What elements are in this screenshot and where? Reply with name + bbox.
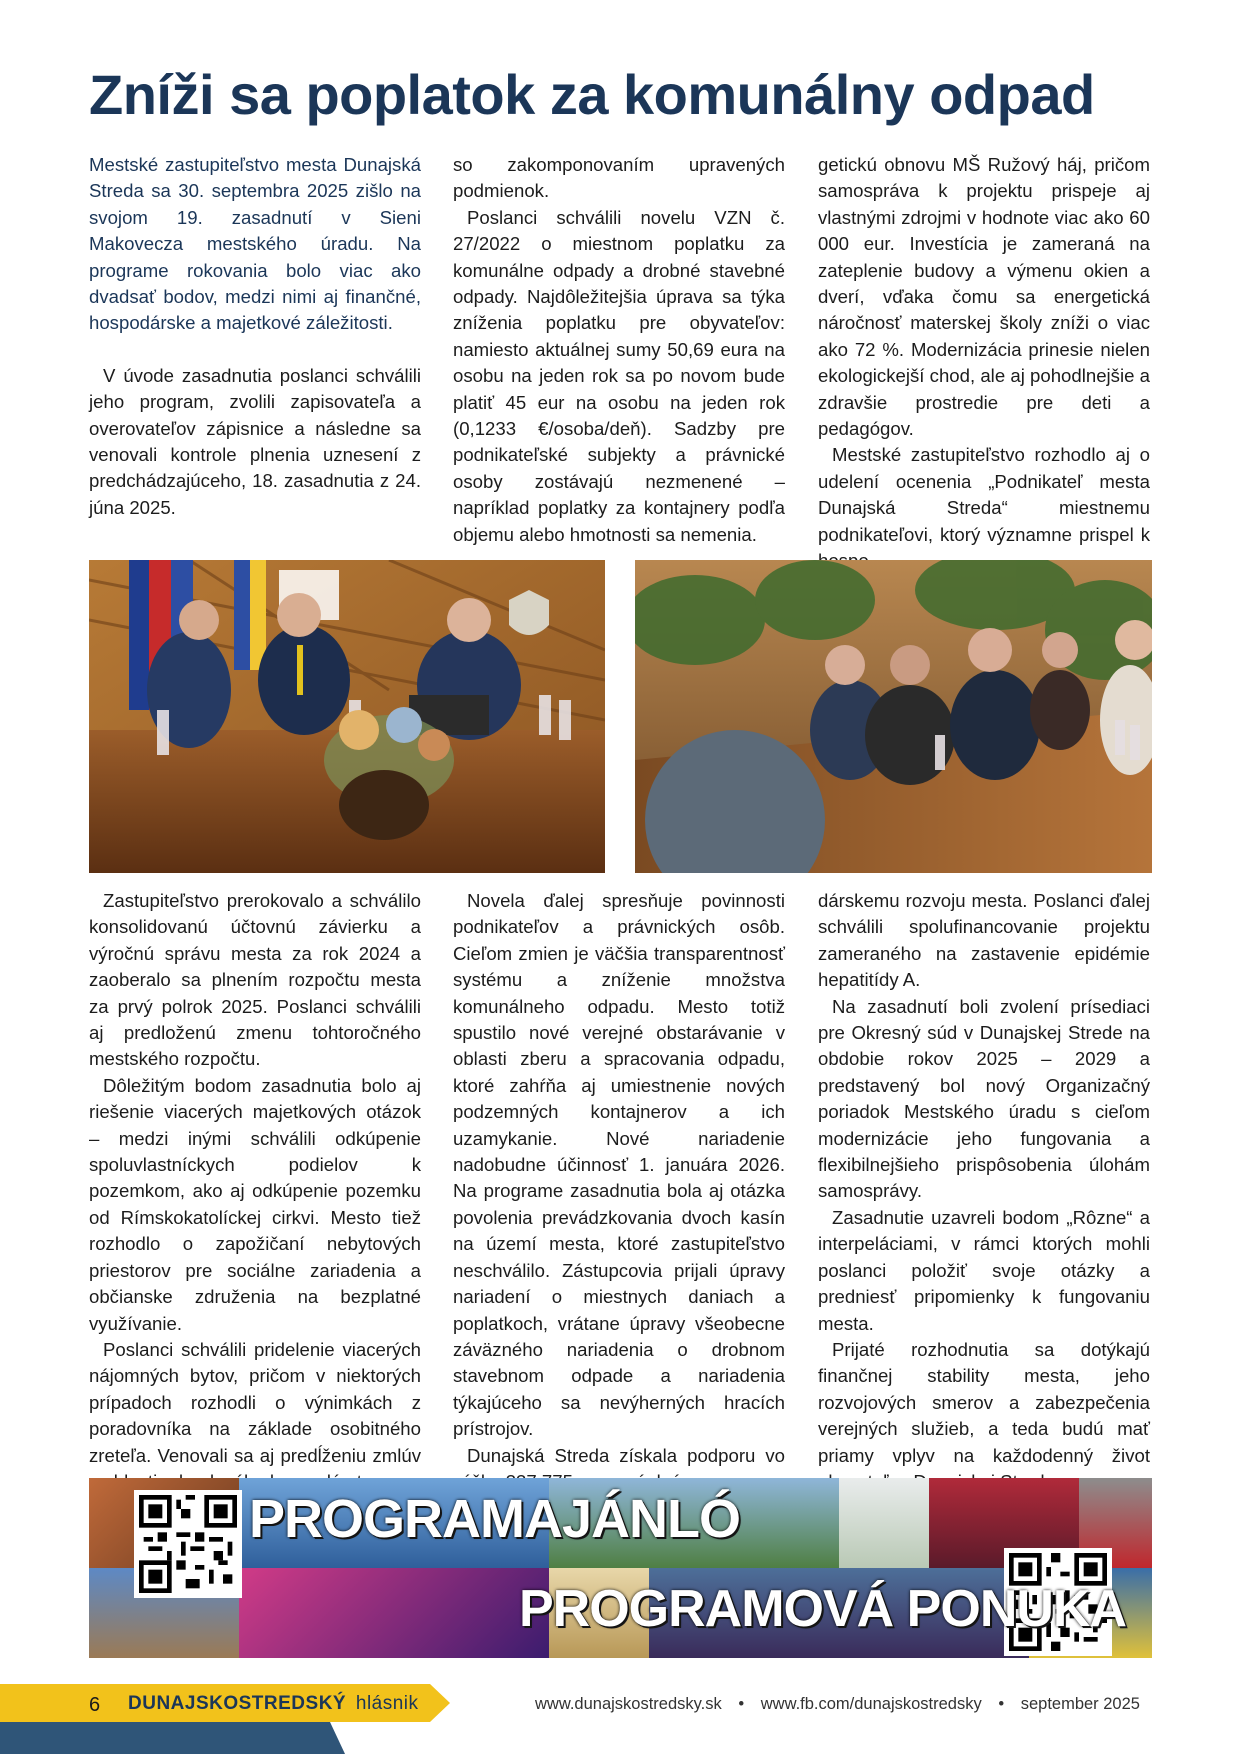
paragraph: Prijaté rozhodnutia sa dotýkajú finančnej stability mesta, jeho rozvojových smerov a zabezpečenia verejných služieb, a teda budú mať priamy vplyv na každodenný život: [818, 1338, 1150, 1466]
footer-separator: •: [998, 1695, 1005, 1713]
page-number: 6: [89, 1694, 101, 1716]
photo-council-leaders: [89, 560, 605, 873]
website-link[interactable]: www.dunajskostredsky.sk: [535, 1695, 722, 1713]
footer-separator: •: [738, 1695, 745, 1713]
brand-main: DUNAJSKOSTREDSKÝ: [128, 1693, 347, 1714]
qr-code-left[interactable]: [134, 1490, 242, 1598]
paragraph: Novela ďalej spresňuje povinnosti podnikateľov a právnických osôb. Cieľom zmien je väčšia transparentnosť systému a zníženie množstva komunálneho odpadu. Mesto totiž spustilo nové verejné obstarávanie v oblasti zberu a spracovania odpadu, ktoré zahŕňa aj umiestnenie nových podzemných kontajnerov a ich uzamykanie. Nové nariadenie nadobudne účinnosť 1. januára 2026. Na programe zasadnutia bola aj otázka povolenia prevádzkovania dvoch kasín na území mesta, ktoré zastupiteľstvo neschválilo. Zástupcovia prijali úpravy nariadení o miestnych daniach a poplatkoch, vrátane úpravy všeobecne záväzného nariadenia o drobnom stavebnom odpade a nariadenia týkajúceho sa nevýherných hracích prístrojov.: [453, 890, 785, 1440]
column-3-top: [818, 152, 1150, 575]
paragraph: Dunajská Streda získala podporu vo: [467, 1444, 785, 1466]
paragraph: dárskemu rozvoju mesta. Poslanci ďalej schválili spolufinancovanie projektu zameraného na zastavenie epidémie hepatitídy A.: [818, 890, 1150, 991]
banner-title-hungarian: PROGRAMAJÁNLÓ: [249, 1489, 741, 1549]
lead-paragraph: Mestské zastupiteľstvo mesta Dunajská Streda sa 30. septembra 2025 zišlo na svojom 19. zasadnutí v Sieni Makovecza mestského úradu. Na programe rokovania bolo viac ako dvadsať bodov, medzi nimi aj finančné, hospodárske a majetkové záležitosti.: [89, 154, 421, 334]
column-1-top: [89, 152, 421, 521]
paragraph: Na zasadnutí boli zvolení prísediaci pre Okresný súd v Dunajskej Strede na obdobie rokov 2025 – 2029 a predstavený bol nový Organizačný poriadok Mestského úradu s cieľom modernizácie jeho fungovania a flexibilnejšieho prispôsobenia úlohám samosprávy.: [818, 995, 1150, 1202]
paragraph: Poslanci schválili novelu VZN č. 27/2022 o miestnom poplatku za komunálne odpady a drobné stavebné odpady. Najdôležitejšia úprava sa týka zníženia poplatku pre obyvateľov: namiesto aktuálnej sumy 50,69 eura na osobu na jeden rok sa po novom bude platiť 45 eur na osobu na jeden rok (0,1233 €/osoba/deň). Sadzby pre podnikateľské subjekty a právnické osoby zostávajú nezmenené – napríklad poplatky za kontajnery podľa objemu alebo hmotnosti sa nemenia.: [453, 206, 785, 545]
column-3-bottom: [818, 888, 1150, 1522]
paragraph: V úvode zasadnutia poslanci schválili jeho program, zvolili zapisovateľa a overovateľov zápisnice a následne sa venovali kontrole plnenia uznesení z predchádzajúceho, 18. zasadnutia z 24. júna 2025.: [89, 364, 421, 518]
banner-photo-concert: [239, 1568, 549, 1658]
column-2-bottom: [453, 888, 785, 1495]
brand-logo: [128, 1693, 419, 1715]
paragraph: Dôležitým bodom zasadnutia bolo aj riešenie viacerých majetkových otázok – medzi inými schválili odkúpenie spoluvlastníckych podielov k pozemkom, ako aj odkúpenie pozemku od Rímskokatolíckej cirkvi. Mesto tiež rozhodlo o zapožičaní nebytových priestorov pre sociálne zariadenia a občianske združenia na bezplatné využívanie.: [89, 1074, 421, 1334]
qr-code-icon: [139, 1495, 237, 1593]
column-1-bottom: [89, 888, 421, 1495]
column-2-top: [453, 152, 785, 548]
issue-date: september 2025: [1020, 1695, 1140, 1713]
photo-council-members: [635, 560, 1152, 873]
footer-links: [535, 1695, 1140, 1714]
article-title: Zníži sa poplatok za komunálny odpad: [89, 63, 1095, 126]
facebook-link[interactable]: www.fb.com/dunajskostredsky: [760, 1695, 982, 1713]
brand-sub: hlásnik: [355, 1693, 419, 1714]
paragraph: Poslanci schválili pridelenie viacerých nájomných bytov, pričom v niektorých prípadoch rozhodli o výnimkách z poradovníka na základe osobitného zreteľa. Venovali sa aj predĺženiu zmlúv: [89, 1338, 421, 1466]
paragraph: Mestské zastupiteľstvo rozhodlo aj o udelení ocenenia „Podnikateľ mesta Dunajská Streda“ miestnemu podnikateľovi, ktorý významne prispel k: [818, 444, 1150, 545]
banner-photo-flowers: [839, 1478, 929, 1568]
banner-title-slovak: PROGRAMOVÁ PONUKA: [519, 1580, 1127, 1638]
paragraph: Zastupiteľstvo prerokovalo a schválilo konsolidovanú účtovnú závierku a výročnú správu mesta za rok 2024 a zaoberalo sa plnením rozpočtu mesta za prvý polrok 2025. Poslanci schválili aj predloženú zmenu tohtoročného mestského rozpočtu.: [89, 890, 421, 1070]
program-offer-banner[interactable]: [89, 1478, 1152, 1658]
paragraph: Zasadnutie uzavreli bodom „Rôzne“ a interpeláciami, v rámci ktorých mohli poslanci položiť svoje otázky a predniesť pripomienky k fungovaniu mesta.: [818, 1206, 1150, 1334]
paragraph: getickú obnovu MŠ Ružový háj, pričom samospráva k projektu prispeje aj vlastnými zdrojmi v hodnote viac ako 60 000 eur. Investícia je zameraná na zateplenie budovy a výmenu okien a dverí, vďaka čomu sa energetická náročnosť materskej školy zníži o viac ako 72 %. Modernizácia prinesie nielen ekologickejší chod, ale aj pohodlnejšie a zdravšie prostredie pre deti a pedagógov.: [818, 154, 1150, 440]
paragraph: so zakomponovaním upravených podmienok.: [453, 154, 785, 202]
